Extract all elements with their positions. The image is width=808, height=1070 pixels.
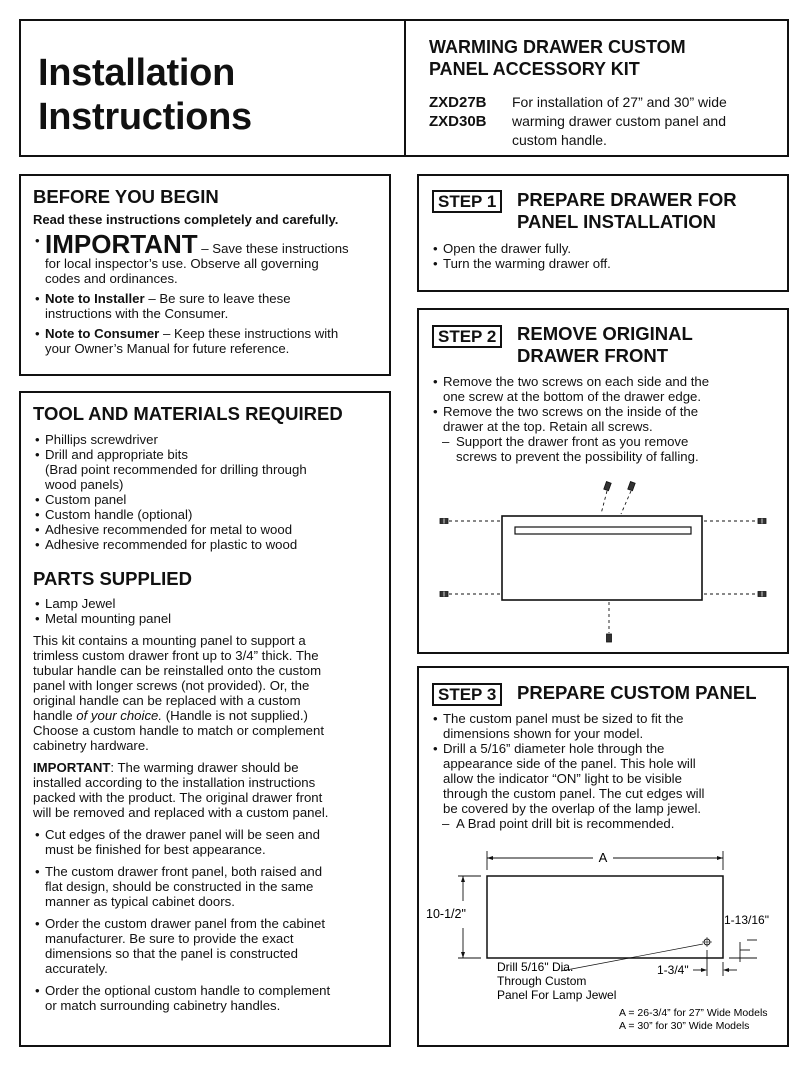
bullet-line: • Drill a 5/16” diameter hole through the [443, 741, 665, 756]
bullet-line: appearance side of the panel. This hole will [443, 756, 696, 771]
dim-right-label: 1-13/16" [724, 913, 769, 927]
tool-item: • Adhesive recommended for plastic to wood [33, 537, 379, 552]
para-handle: handle [33, 708, 77, 723]
before-heading: BEFORE YOU BEGIN [33, 186, 219, 207]
drawer-front [502, 516, 702, 600]
imp-label: IMPORTANT [33, 760, 111, 775]
imp-first: : The warming drawer should be [110, 760, 299, 775]
bullet-line: • Order the optional custom handle to complement [45, 983, 331, 998]
dash-line: – Support the drawer front as you remove [456, 434, 689, 449]
header-box [19, 19, 789, 157]
step-3-bullet-1 [431, 711, 777, 741]
imp-line: will be removed and replaced with a custom panel. [33, 805, 329, 820]
step-3-bullet-2 [431, 741, 777, 816]
kit-title [429, 36, 686, 80]
imp-line [33, 760, 379, 775]
bullet-line: one screw at the bottom of the drawer edge. [443, 389, 702, 404]
bullet-line: flat design, should be constructed in the same [45, 879, 314, 894]
para-line: tubular handle can be reinstalled onto the custom [33, 663, 322, 678]
screw-icon [628, 482, 635, 491]
step-3-dash-1: – A Brad point drill bit is recommended. [431, 816, 777, 831]
read-instructions-note: Read these instructions completely and carefully. [33, 212, 339, 227]
step-1-title-line-1: PREPARE DRAWER FOR [517, 189, 737, 210]
tools-list [33, 432, 379, 552]
title-line-1: Installation [38, 52, 235, 94]
screw-icon [440, 519, 448, 524]
para-line: original handle can be replaced with a custom [33, 693, 301, 708]
model-desc-line-2: warming drawer custom panel and [512, 113, 726, 129]
part-item: • Lamp Jewel [33, 596, 379, 611]
bullet-line: be covered by the overlap of the lamp jewel. [443, 801, 702, 816]
tools-heading: TOOL AND MATERIALS REQUIRED [33, 403, 343, 424]
step-2-body [431, 374, 777, 464]
installer-label: Note to Installer [45, 291, 145, 306]
drawer-handle-slot [515, 527, 691, 534]
bullet-line: dimensions so that the panel is constructed [45, 946, 298, 961]
page-title [38, 51, 252, 139]
drawer-front-diagram [429, 478, 779, 648]
header-divider [404, 21, 406, 155]
bullet-line: • Order the custom drawer panel from the cabinet [45, 916, 326, 931]
model-numbers [429, 93, 487, 131]
consumer-text-1: – Keep these instructions with [159, 326, 339, 341]
step-2-title [517, 323, 693, 367]
step-2-tag: STEP 2 [432, 325, 502, 348]
bullet-line: • Remove the two screws on the inside of the [443, 404, 699, 419]
step-2-bullet-2 [431, 404, 777, 434]
model-a-note-1: A = 26-3/4” for 27” Wide Models [619, 1007, 768, 1019]
step-2-section [417, 308, 789, 654]
consumer-note [33, 326, 379, 356]
parts-list [33, 596, 379, 626]
bullet-line: must be finished for best appearance. [45, 842, 266, 857]
step-1-title [517, 189, 737, 233]
step-3-section [417, 666, 789, 1047]
para-line: trimless custom drawer front up to 3/4” thick. The [33, 648, 319, 663]
kit-title-line-2: PANEL ACCESSORY KIT [429, 59, 640, 79]
para-line: This kit contains a mounting panel to support a [33, 633, 306, 648]
tool-item: • Custom handle (optional) [33, 507, 379, 522]
step-1-tag: STEP 1 [432, 190, 502, 213]
dim-height-label: 10-1/2" [426, 907, 466, 921]
step-3-tag: STEP 3 [432, 683, 502, 706]
imp-line: packed with the product. The original drawer front [33, 790, 323, 805]
para-line: Choose a custom handle to match or complement [33, 723, 325, 738]
para-line [33, 708, 379, 723]
parts-bullet-4 [33, 983, 379, 1013]
before-you-begin-section [19, 174, 391, 376]
parts-bullet-3 [33, 916, 379, 976]
step-1-body [431, 241, 777, 271]
bullet-line: dimensions shown for your model. [443, 726, 644, 741]
parts-paragraph [33, 633, 379, 753]
installer-note [33, 291, 379, 321]
drill-note-1: (Brad point recommended for drilling through [45, 462, 307, 477]
important-word: IMPORTANT [45, 229, 198, 259]
bullet-line: allow the indicator “ON” light to be visible [443, 771, 682, 786]
part-item: • Metal mounting panel [33, 611, 379, 626]
consumer-text-2: your Owner’s Manual for future reference. [45, 341, 290, 356]
consumer-label: Note to Consumer [45, 326, 160, 341]
custom-panel-diagram [421, 846, 787, 1046]
lamp-jewel-hole [702, 937, 712, 947]
para-after: (Handle is not supplied.) [162, 708, 308, 723]
dim-bottom-label: 1-3/4" [657, 963, 689, 977]
important-text-3: codes and ordinances. [45, 271, 178, 286]
installer-text-1: – Be sure to leave these [144, 291, 291, 306]
model-desc-line-1: For installation of 27” and 30” wide [512, 94, 727, 110]
bullet-line: accurately. [45, 961, 108, 976]
tool-item: • Custom panel [33, 492, 379, 507]
title-line-2: Instructions [38, 96, 252, 138]
step-1-item: • Turn the warming drawer off. [431, 256, 777, 271]
step-3-body [431, 711, 777, 831]
para-line: cabinetry hardware. [33, 738, 149, 753]
bullet-line: or match surrounding cabinetry handles. [45, 998, 281, 1013]
model-desc-line-3: custom handle. [512, 132, 607, 148]
screw-icon [758, 519, 766, 524]
tool-item: • Drill and appropriate bits [33, 447, 379, 462]
tools-section [19, 391, 391, 1047]
screw-icon [604, 482, 611, 491]
tool-item: • Phillips screwdriver [33, 432, 379, 447]
step-2-title-line-2: DRAWER FRONT [517, 345, 669, 366]
screw-icon [440, 592, 448, 597]
installer-text-2: instructions with the Consumer. [45, 306, 229, 321]
step-3-title: PREPARE CUSTOM PANEL [517, 682, 757, 703]
bullet-line: • Cut edges of the drawer panel will be seen and [45, 827, 320, 842]
bullet-line: through the custom panel. The cut edges will [443, 786, 705, 801]
parts-bullet-2 [33, 864, 379, 909]
bullet-line: • The custom drawer front panel, both raised and [45, 864, 323, 879]
dash-line: screws to prevent the possibility of falling. [456, 449, 699, 464]
step-1-section [417, 174, 789, 292]
step-2-bullet-1 [431, 374, 777, 404]
step-1-title-line-2: PANEL INSTALLATION [517, 211, 717, 232]
bullet-line: manner as typical cabinet doors. [45, 894, 235, 909]
step-2-dash-1 [431, 434, 777, 464]
screw-path-lines [449, 491, 757, 633]
important-paragraph [33, 760, 379, 820]
drill-label-3: Panel For Lamp Jewel [497, 988, 617, 1002]
para-italic: of your choice. [76, 708, 163, 723]
drill-label-1: Drill 5/16" Dia. [497, 960, 574, 974]
screw-icon [758, 592, 766, 597]
dim-a-label: A [598, 850, 608, 865]
bullet-line: drawer at the top. Retain all screws. [443, 419, 653, 434]
para-line: panel with longer screws (not provided). Or, the [33, 678, 310, 693]
step-1-item: • Open the drawer fully. [431, 241, 777, 256]
drill-note-2: wood panels) [45, 477, 124, 492]
model-number-2: ZXD30B [429, 113, 487, 130]
model-description [512, 93, 727, 150]
important-text-1: – Save these instructions [197, 241, 349, 256]
bullet-line: • Remove the two screws on each side and the [443, 374, 710, 389]
parts-heading: PARTS SUPPLIED [33, 568, 192, 589]
custom-panel [487, 876, 723, 958]
bullet-line: manufacturer. Be sure to provide the exact [45, 931, 294, 946]
model-a-note-2: A = 30” for 30” Wide Models [619, 1020, 750, 1032]
model-number-1: ZXD27B [429, 94, 487, 111]
imp-line: installed according to the installation instructions [33, 775, 316, 790]
kit-title-line-1: WARMING DRAWER CUSTOM [429, 37, 686, 57]
drill-label-2: Through Custom [497, 974, 587, 988]
important-bullet [33, 229, 379, 286]
bullet-line: • The custom panel must be sized to fit the [443, 711, 684, 726]
parts-bullet-1 [33, 827, 379, 857]
screw-icon [607, 634, 612, 642]
tool-item: • Adhesive recommended for metal to wood [33, 522, 379, 537]
important-text-2: for local inspector’s use. Observe all governing [45, 256, 319, 271]
step-2-title-line-1: REMOVE ORIGINAL [517, 323, 693, 344]
